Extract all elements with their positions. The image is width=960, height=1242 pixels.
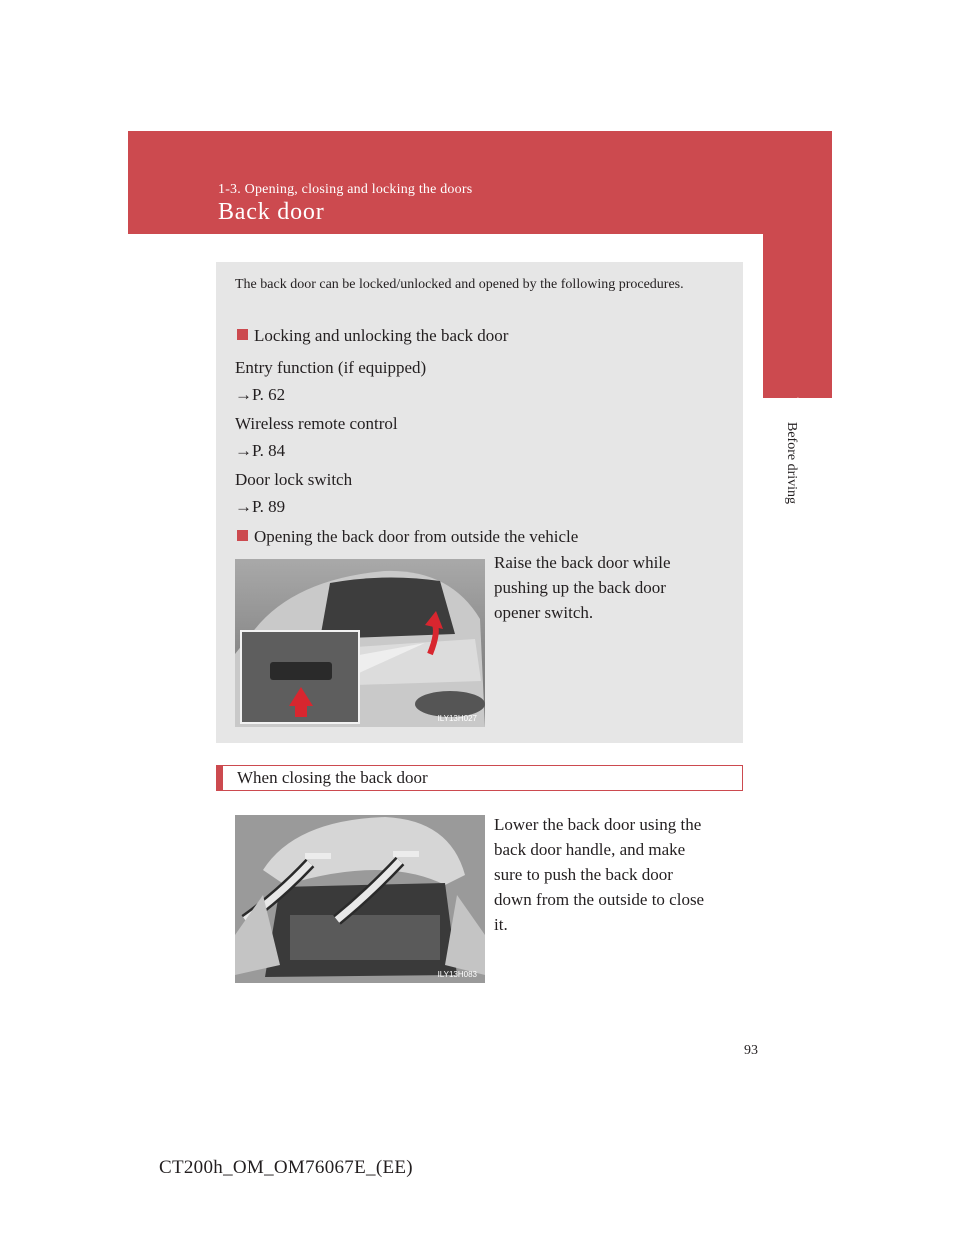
chapter-label-wrap [777,422,817,512]
opening-instructions [494,550,720,625]
instruction-line: opener switch. [494,603,594,622]
closing-instructions [494,812,720,937]
open-back-door-picture [235,815,485,983]
back-door-closing-illustration [235,815,485,983]
locking-item-label: Wireless remote control [235,414,398,433]
intro-text: The back door can be locked/unlocked and opened by the following procedures. [235,277,684,292]
chapter-label: Before driving [784,422,799,505]
square-bullet-icon [237,530,248,541]
section-label: 1-3. Opening, closing and locking the doors [218,182,473,197]
instruction-line: it. [494,915,508,934]
chapter-number: 1 [793,395,802,411]
chapter-tab [763,131,832,411]
page-reference-link[interactable]: →P. 89 [235,497,286,516]
car-rear-opener-picture [235,559,485,727]
back-door-opener-illustration [235,559,485,727]
opening-heading [237,527,578,547]
subsection-title: When closing the back door [237,768,428,787]
instruction-line: Raise the back door while [494,553,671,572]
locking-item-label: Door lock switch [235,470,353,489]
subsection-bar [216,765,743,791]
instruction-line: down from the outside to close [494,890,705,909]
document-code: CT200h_OM_OM76067E_(EE) [159,1157,413,1178]
locking-heading [237,326,508,346]
page-title: Back door [218,199,325,225]
instruction-line: pushing up the back door [494,578,666,597]
illustration-code: ILY13H027 [437,714,477,723]
square-bullet-icon [237,329,248,340]
page-number: 93 [744,1043,758,1058]
instruction-line: back door handle, and make [494,840,686,859]
opening-heading-text: Opening the back door from outside the vehicle [254,527,579,546]
page-reference-link[interactable]: →P. 62 [235,385,286,404]
illustration-code: ILY13H083 [437,970,477,979]
locking-heading-text: Locking and unlocking the back door [254,326,509,345]
page-reference-link[interactable]: →P. 84 [235,441,286,460]
instruction-line: sure to push the back door [494,865,673,884]
locking-item-label: Entry function (if equipped) [235,358,427,377]
instruction-line: Lower the back door using the [494,815,702,834]
